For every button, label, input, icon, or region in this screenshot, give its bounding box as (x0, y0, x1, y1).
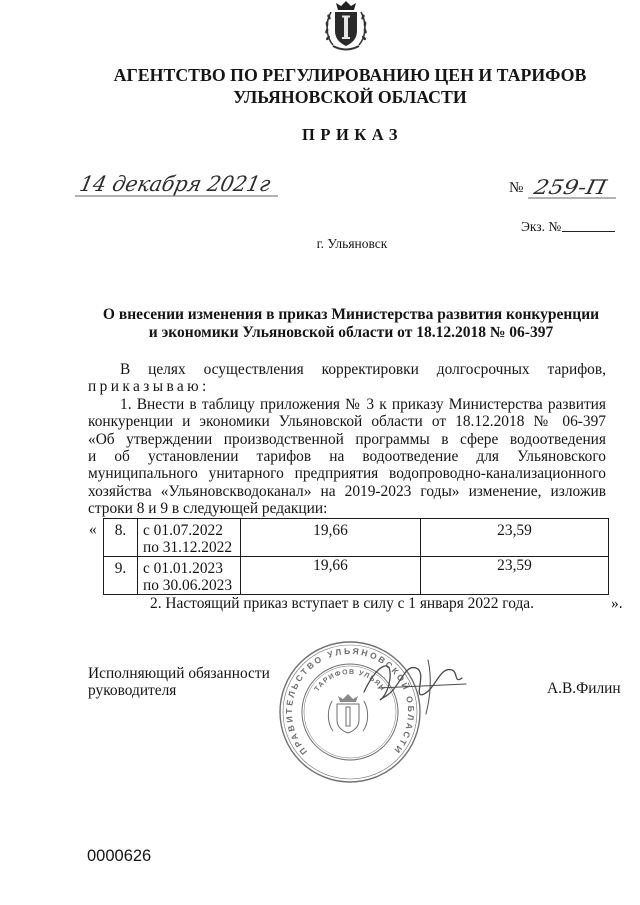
document-type-title: ПРИКАЗ (302, 125, 403, 144)
signatory-position-line2: руководителя (88, 681, 177, 699)
period-to: по 30.06.2023 (143, 577, 233, 594)
handwritten-date (72, 166, 284, 202)
city-name: г. Ульяновск (316, 235, 388, 251)
date-text: 14 декабря 2021г (77, 172, 278, 197)
row-number-cell: 9. (104, 557, 138, 595)
row-number-cell: 8. (104, 519, 138, 557)
copy-number-label: Экз. № (521, 219, 562, 234)
body-line: хозяйства «Ульяновскводоканал» на 2019-2023 годы» изменение, изложив (88, 482, 606, 500)
handwritten-number (526, 170, 618, 204)
period-from: с 01.07.2022 (143, 522, 223, 539)
subject-line2: и экономики Ульяновской области от 18.12.2018 № 06-397 (148, 324, 554, 341)
signatory-position-line1: Исполняющий обязанности (88, 664, 270, 682)
number-text: 259-П (531, 175, 600, 199)
body-line: муниципального унитарного предприятия водопроводно-канализационного (88, 465, 606, 483)
period-to: по 31.12.2022 (143, 539, 233, 556)
clause-2-text: 2. Настоящий приказ вступает в силу с 1 января 2022 года. (150, 594, 534, 612)
tariff-table (103, 518, 609, 595)
tariff-value-1-cell: 19,66 (241, 557, 421, 595)
period-cell (138, 557, 241, 595)
signatory-name: А.В.Филин (547, 680, 621, 697)
stamp-inner-text: ТАРИФОВ УЛЬЯН (313, 668, 387, 693)
period-cell (138, 519, 241, 557)
table-row (104, 557, 609, 595)
period-from: с 01.01.2023 (143, 560, 223, 577)
subject-line1: О внесении изменения в приказ Министерства развития конкуренции (102, 306, 600, 323)
tariff-value-1-cell: 19,66 (241, 519, 421, 557)
body-line: строки 8 и 9 в следующей редакции: (88, 500, 328, 518)
document-serial-number: 0000626 (87, 847, 152, 865)
table-close-quote: ». (611, 595, 623, 612)
agency-name-line2: УЛЬЯНОВСКОЙ ОБЛАСТИ (233, 87, 467, 107)
tariff-value-2-cell: 23,59 (421, 557, 609, 595)
body-line: и об установлении тарифов на водоотведение для Ульяновского (88, 448, 606, 465)
agency-name-line1: АГЕНТСТВО ПО РЕГУЛИРОВАНИЮ ЦЕН И ТАРИФОВ (113, 65, 587, 85)
table-open-quote: « (89, 521, 97, 538)
table-row (104, 519, 609, 557)
number-label: № (509, 180, 524, 196)
body-line: В целях осуществления корректировки долгосрочных тарифов, (120, 361, 606, 378)
tariff-value-2-cell: 23,59 (421, 519, 609, 557)
body-line: конкуренции и экономики Ульяновской области от 18.12.2018 № 06-397 (88, 413, 606, 431)
handwritten-signature (358, 648, 470, 720)
body-line-order-word: приказываю: (88, 378, 210, 396)
coat-of-arms-icon (322, 0, 370, 52)
copy-number-underline (562, 231, 615, 232)
body-line: «Об утверждении производственной программы в сфере водоотведения (88, 430, 606, 448)
body-line: 1. Внести в таблицу приложения № 3 к приказу Министерства развития (120, 395, 606, 413)
stamp-outer-text: ПРАВИТЕЛЬСТВО УЛЬЯНОВСКОЙ ОБЛАСТИ (283, 645, 417, 757)
